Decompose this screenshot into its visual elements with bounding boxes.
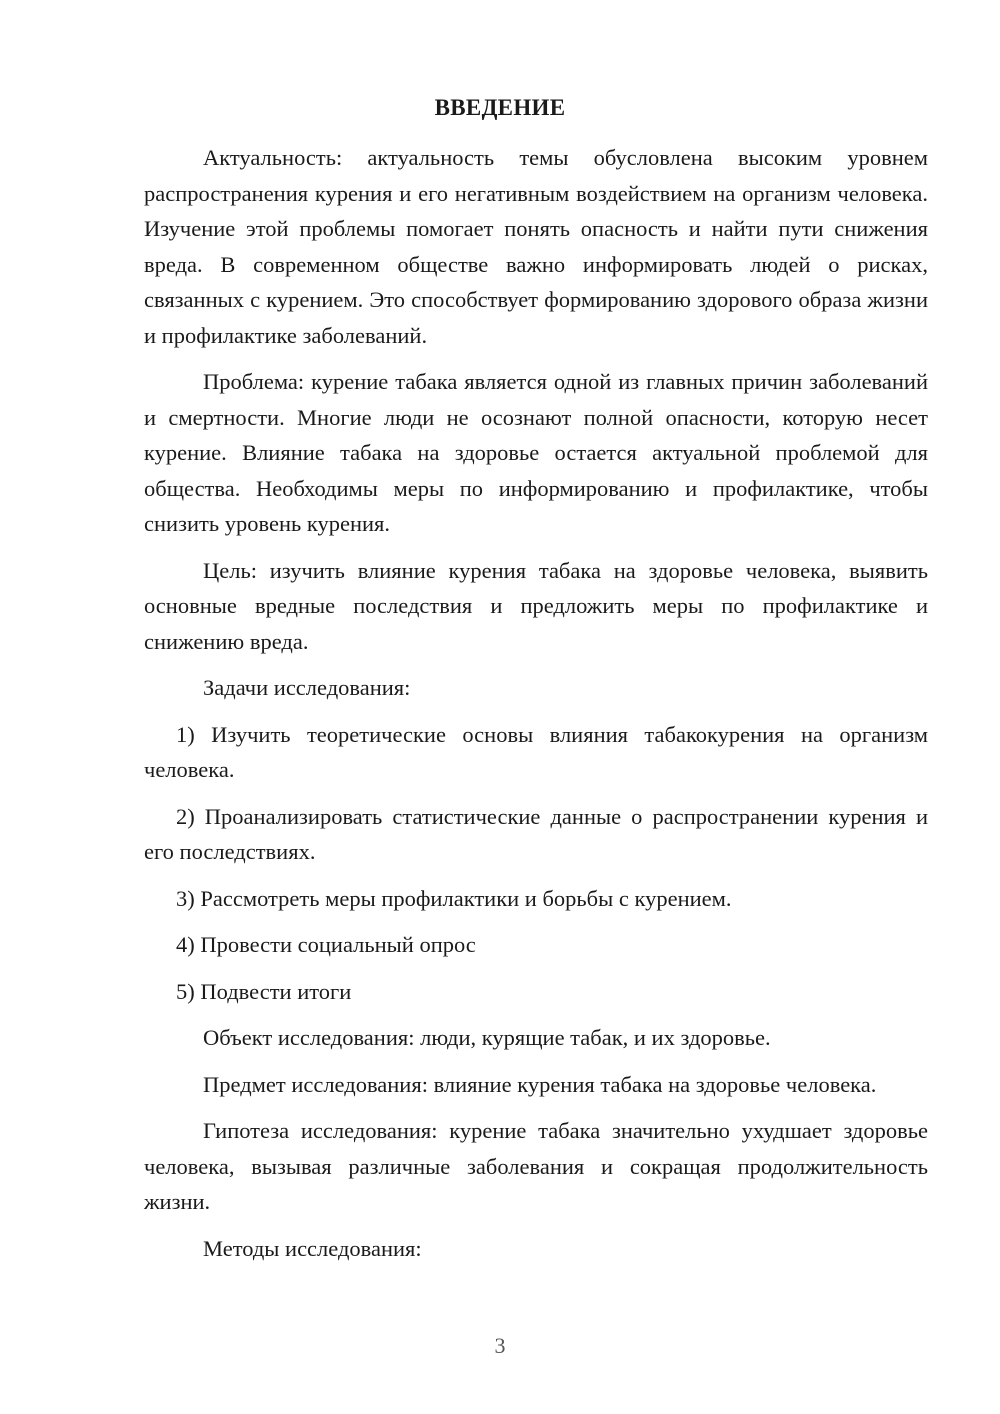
task-item-2: 2) Проанализировать статистические данные о распространении курения и его последствиях.: [144, 803, 928, 864]
paragraph-methods: Методы исследования:: [203, 1235, 422, 1261]
paragraph-subject: Предмет исследования: влияние курения табака на здоровье человека.: [203, 1071, 877, 1097]
paragraph-relevance: Актуальность: актуальность темы обусловлена высоким уровнем распространения курения и его негативным воздействием на организм человека. Изучение этой проблемы помогает понять опасность и найти пути снижения вреда. В современном обществе важно информировать людей о рисках, связанных с курением. Это способствует формированию здорового образа жизни и профилактике заболеваний.: [144, 145, 928, 348]
paragraph-problem: Проблема: курение табака является одной из главных причин заболеваний и смертности. Многие люди не осознают полной опасности, которую несет курение. Влияние табака на здоровье остается актуальной проблемой для общества. Необходимы меры по информированию и профилактике, чтобы снизить уровень курения.: [144, 369, 928, 536]
task-item-1: 1) Изучить теоретические основы влияния табакокурения на организм человека.: [144, 721, 928, 782]
paragraph-hypothesis: Гипотеза исследования: курение табака значительно ухудшает здоровье человека, вызывая различные заболевания и сокращая продолжительность жизни.: [144, 1118, 928, 1214]
task-item-5: 5) Подвести итоги: [176, 978, 352, 1004]
task-item-3: 3) Рассмотреть меры профилактики и борьбы с курением.: [176, 885, 732, 911]
document-body: [144, 140, 928, 1277]
paragraph-goal: Цель: изучить влияние курения табака на здоровье человека, выявить основные вредные последствия и предложить меры по профилактике и снижению вреда.: [144, 557, 928, 654]
page-title: ВВЕДЕНИЕ: [434, 95, 566, 120]
page-number: 3: [494, 1333, 506, 1358]
paragraph-object: Объект исследования: люди, курящие табак, и их здоровье.: [203, 1025, 771, 1050]
task-item-4: 4) Провести социальный опрос: [176, 932, 476, 957]
paragraph-tasks-heading: Задачи исследования:: [203, 675, 411, 700]
